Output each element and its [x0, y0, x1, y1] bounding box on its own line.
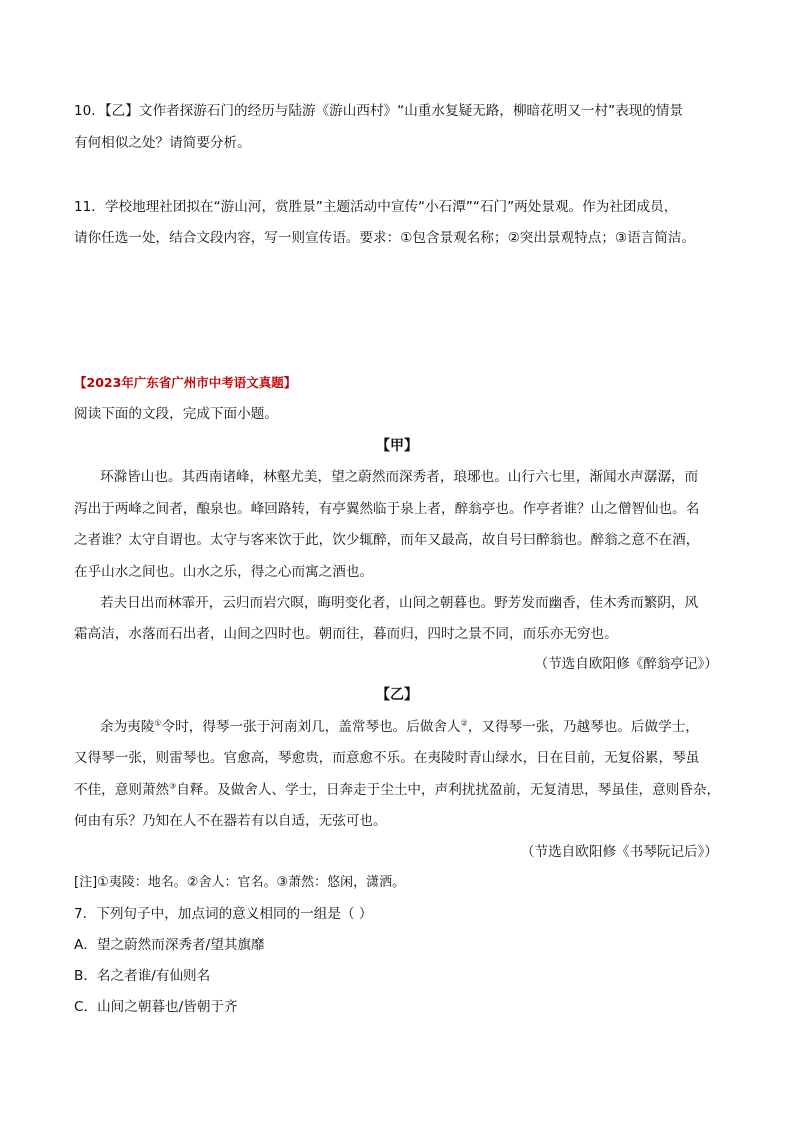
passage-yi-heading: 【乙】: [376, 687, 418, 703]
passage-jia-line: 霜高洁，水落而石出者，山间之四时也。朝而往，暮而归，四时之景不同，而乐亦无穷也。: [74, 626, 618, 642]
footnote-marker: ②: [460, 718, 468, 728]
question-7-option-c: C．山间之朝暮也/皆朝于齐: [74, 999, 238, 1015]
text-span: 令时，得琴一张于河南刘几，盖常琴也。后做舍人: [161, 719, 461, 735]
question-11-line-1: 11．学校地理社团拟在“游山河，赏胜景”主题活动中宣传“小石潭”“石门”两处景观。作为社团成员，: [74, 199, 678, 215]
passage-jia-heading: 【甲】: [376, 438, 418, 454]
passage-yi-line: 何由有乐？乃知在人不在器若有以自适，无弦可也。: [74, 813, 387, 829]
question-11-line-2: 请你任选一处，结合文段内容，写一则宣传语。要求：①包含景观名称；②突出景观特点；③语言简洁。: [74, 230, 696, 246]
question-7-stem: 7．下列句子中，加点词的意义相同的一组是（ ）: [74, 906, 373, 922]
passage-jia-line: 之者谁？太守自谓也。太守与客来饮于此，饮少辄醉，而年又最高，故自号曰醉翁也。醉翁之意不在酒，: [74, 532, 700, 548]
question-10-line-1: 10．【乙】文作者探游石门的经历与陆游《游山西村》“山重水复疑无路，柳暗花明又一村”表现的情景: [74, 103, 684, 119]
footnote-marker: ①: [154, 718, 162, 728]
instruction: 阅读下面的文段，完成下面小题。: [74, 406, 278, 422]
footnote: [注]①夷陵：地名。②舍人：官名。③萧然：悠闲，潇洒。: [74, 875, 406, 890]
passage-yi-line: 又得琴一张，则雷琴也。官愈高，琴愈贵，而意愈不乐。在夷陵时青山绿水，日在目前，无复俗累，琴虽: [74, 750, 700, 766]
text-span: ，又得琴一张，乃越琴也。后做学士，: [467, 719, 699, 735]
passage-jia-line: 若夫日出而林霏开，云归而岩穴暝，晦明变化者，山间之朝暮也。野芳发而幽香，佳木秀而繁阴，风: [100, 595, 699, 611]
footnote-marker: ③: [169, 781, 177, 791]
question-10-line-2: 有何相似之处？请简要分析。: [74, 135, 251, 151]
text-span: 不佳，意则萧然: [74, 782, 170, 798]
passage-yi-source: （节选自欧阳修《书琴阮记后》）: [520, 844, 718, 860]
question-7-option-b: B．名之者谁/有仙则名: [74, 968, 211, 984]
passage-yi-line: [100, 718, 699, 736]
passage-jia-line: 环滁皆山也。其西南诸峰，林壑尤美，望之蔚然而深秀者，琅琊也。山行六七里，渐闻水声潺潺，而: [100, 469, 699, 485]
section-title: 【2023年广东省广州市中考语文真题】: [74, 375, 297, 390]
text-span: 自释。及做舍人、学士，日奔走于尘土中，声利扰扰盈前，无复清思，琴虽佳，意则昏杂，: [176, 782, 721, 798]
passage-jia-line: 在乎山水之间也。山水之乐，得之心而寓之酒也。: [74, 564, 374, 580]
passage-yi-line: [74, 781, 720, 799]
passage-jia-line: 泻出于两峰之间者，酿泉也。峰回路转，有亭翼然临于泉上者，醉翁亭也。作亭者谁？山之僧智仙也。名: [74, 501, 700, 517]
passage-jia-source: （节选自欧阳修《醉翁亭记》）: [534, 656, 718, 672]
question-7-option-a: A．望之蔚然而深秀者/望其旗靡: [74, 937, 265, 953]
text-span: 余为夷陵: [100, 719, 155, 735]
